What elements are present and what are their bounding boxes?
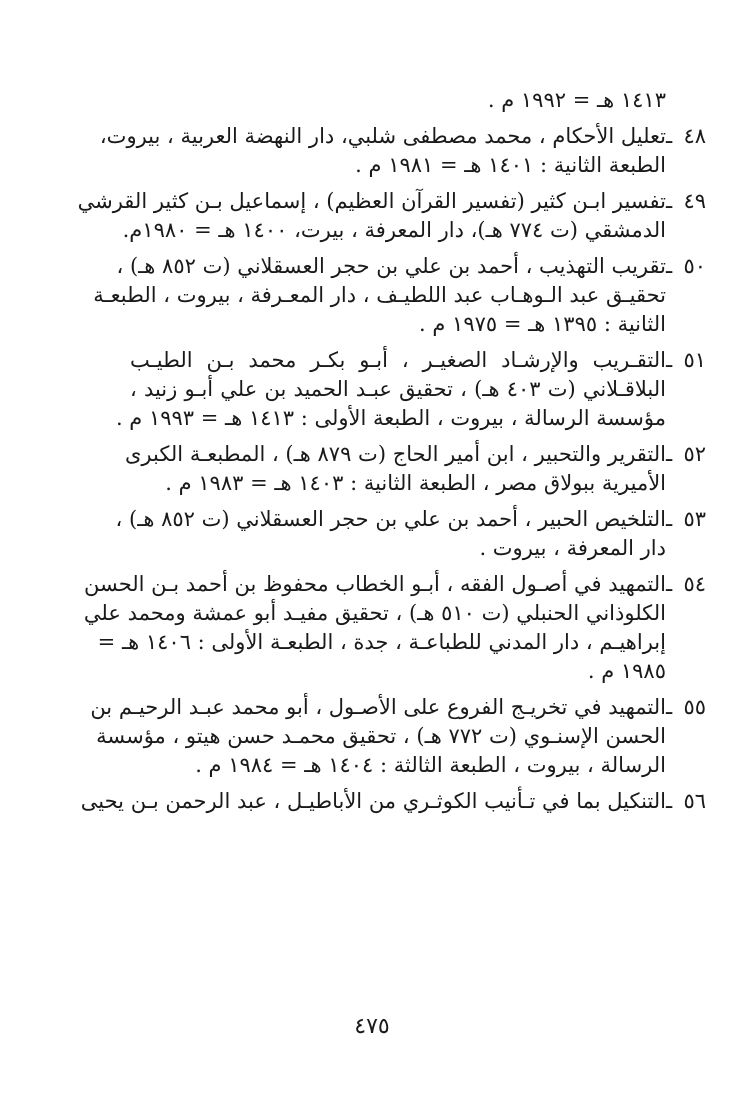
continuation-entry [130, 86, 706, 115]
entry-line: الرسالة ، بيروت ، الطبعة الثالثة : ١٤٠٤ هـ = ١٩٨٤ م . [195, 753, 666, 777]
entry-first-line [115, 505, 706, 534]
entry-first-line [116, 252, 706, 281]
entry-line: تعليل الأحكام ، محمد مصطفى شلبي، دار النهضة العربية ، بيروت، [99, 124, 666, 148]
entry-line: تقريب التهذيب ، أحمد بن علي بن حجر العسقلاني (ت ٨٥٢ هـ) ، [116, 254, 666, 278]
entry-line: التنكيل بما في تـأنيب الكوثـري من الأباطيـل ، عبد الرحمن بـن يحيى [80, 789, 666, 813]
entry-line: التمهيد في أصـول الفقه ، أبـو الخطاب محفوظ بن أحمد بـن الحسن [83, 572, 666, 596]
entry-number: ٥٢ ـ [666, 442, 706, 466]
bibliography-entry-56 [80, 787, 706, 816]
entry-line: التقرير والتحبير ، ابن أمير الحاج (ت ٨٧٩ هـ) ، المطبعـة الكبرى [124, 442, 666, 466]
entry-line: الكلوذاني الحنبلي (ت ٥١٠ هـ) ، تحقيق مفيـد أبو عمشة ومحمد علي [83, 601, 666, 625]
entry-line: ١٤١٣ هـ = ١٩٩٢ م . [487, 88, 666, 112]
entry-first-line [83, 570, 706, 599]
entry-first-line [90, 693, 706, 722]
bibliography-entry-51 [115, 346, 706, 433]
entry-line: الدمشقي (ت ٧٧٤ هـ)، دار المعرفة ، بيرت، ١٤٠٠ هـ = ١٩٨٠م. [122, 218, 666, 242]
entry-number: ٥٠ ـ [666, 254, 706, 278]
entry-line: مؤسسة الرسالة ، بيروت ، الطبعة الأولى : ١٤١٣ هـ = ١٩٩٣ م . [115, 406, 666, 430]
bibliography-entry-52 [124, 440, 706, 498]
entry-first-line [80, 787, 706, 816]
entry-number: ٥٦ ـ [666, 789, 706, 813]
entry-line: الطبعة الثانية : ١٤٠١ هـ = ١٩٨١ م . [355, 153, 666, 177]
entry-line: الحسن الإسنـوي (ت ٧٧٢ هـ) ، تحقيق محمـد حسن هيتو ، مؤسسة [96, 724, 666, 748]
entry-first-line [77, 187, 706, 216]
entry-line: ١٩٨٥ م . [587, 659, 666, 683]
bibliography-entry-55 [90, 693, 706, 780]
bibliography-page [77, 86, 706, 823]
entry-line: التقـريب والإرشـاد الصغيـر ، أبـو بكـر محمد بـن الطيـب [130, 348, 666, 372]
entry-line: تفسير ابـن كثير (تفسير القرآن العظيم) ، إسماعيل بـن كثير القرشي [77, 189, 666, 213]
entry-first-line [99, 122, 706, 151]
entry-line: التلخيص الحبير ، أحمد بن علي بن حجر العسقلاني (ت ٨٥٢ هـ) ، [115, 507, 666, 531]
entry-line: البلاقـلاني (ت ٤٠٣ هـ) ، تحقيق عبـد الحميد بن علي أبـو زنيد ، [130, 377, 666, 401]
entry-number: ٥١ ـ [666, 348, 706, 372]
entry-number: ٤٩ ـ [666, 189, 706, 213]
entry-first-line [130, 346, 706, 375]
entry-line: الأميرية ببولاق مصر ، الطبعة الثانية : ١٤٠٣ هـ = ١٩٨٣ م . [165, 471, 666, 495]
bibliography-entry-49 [77, 187, 706, 245]
entry-number: ٥٥ ـ [666, 695, 706, 719]
entry-line: الثانية : ١٣٩٥ هـ = ١٩٧٥ م . [419, 312, 666, 336]
entry-number: ٥٤ ـ [666, 572, 706, 596]
entry-line: دار المعرفة ، بيروت . [479, 536, 666, 560]
entry-first-line [124, 440, 706, 469]
entry-line: التمهيد في تخريـج الفروع على الأصـول ، أبو محمد عبـد الرحيـم بن [90, 695, 666, 719]
entry-number: ٥٣ ـ [666, 507, 706, 531]
entry-line: إبراهيـم ، دار المدني للطباعـة ، جدة ، الطبعـة الأولى : ١٤٠٦ هـ = [97, 630, 666, 654]
bibliography-entry-53 [115, 505, 706, 563]
bibliography-entry-48 [99, 122, 706, 180]
bibliography-entry-54 [83, 570, 706, 686]
entry-line: تحقيـق عبد الـوهـاب عبد اللطيـف ، دار المعـرفة ، بيروت ، الطبعـة [93, 283, 666, 307]
page-number: ٤٧٥ [354, 1014, 390, 1039]
entry-number: ٤٨ ـ [666, 124, 706, 148]
bibliography-entry-50 [93, 252, 706, 339]
